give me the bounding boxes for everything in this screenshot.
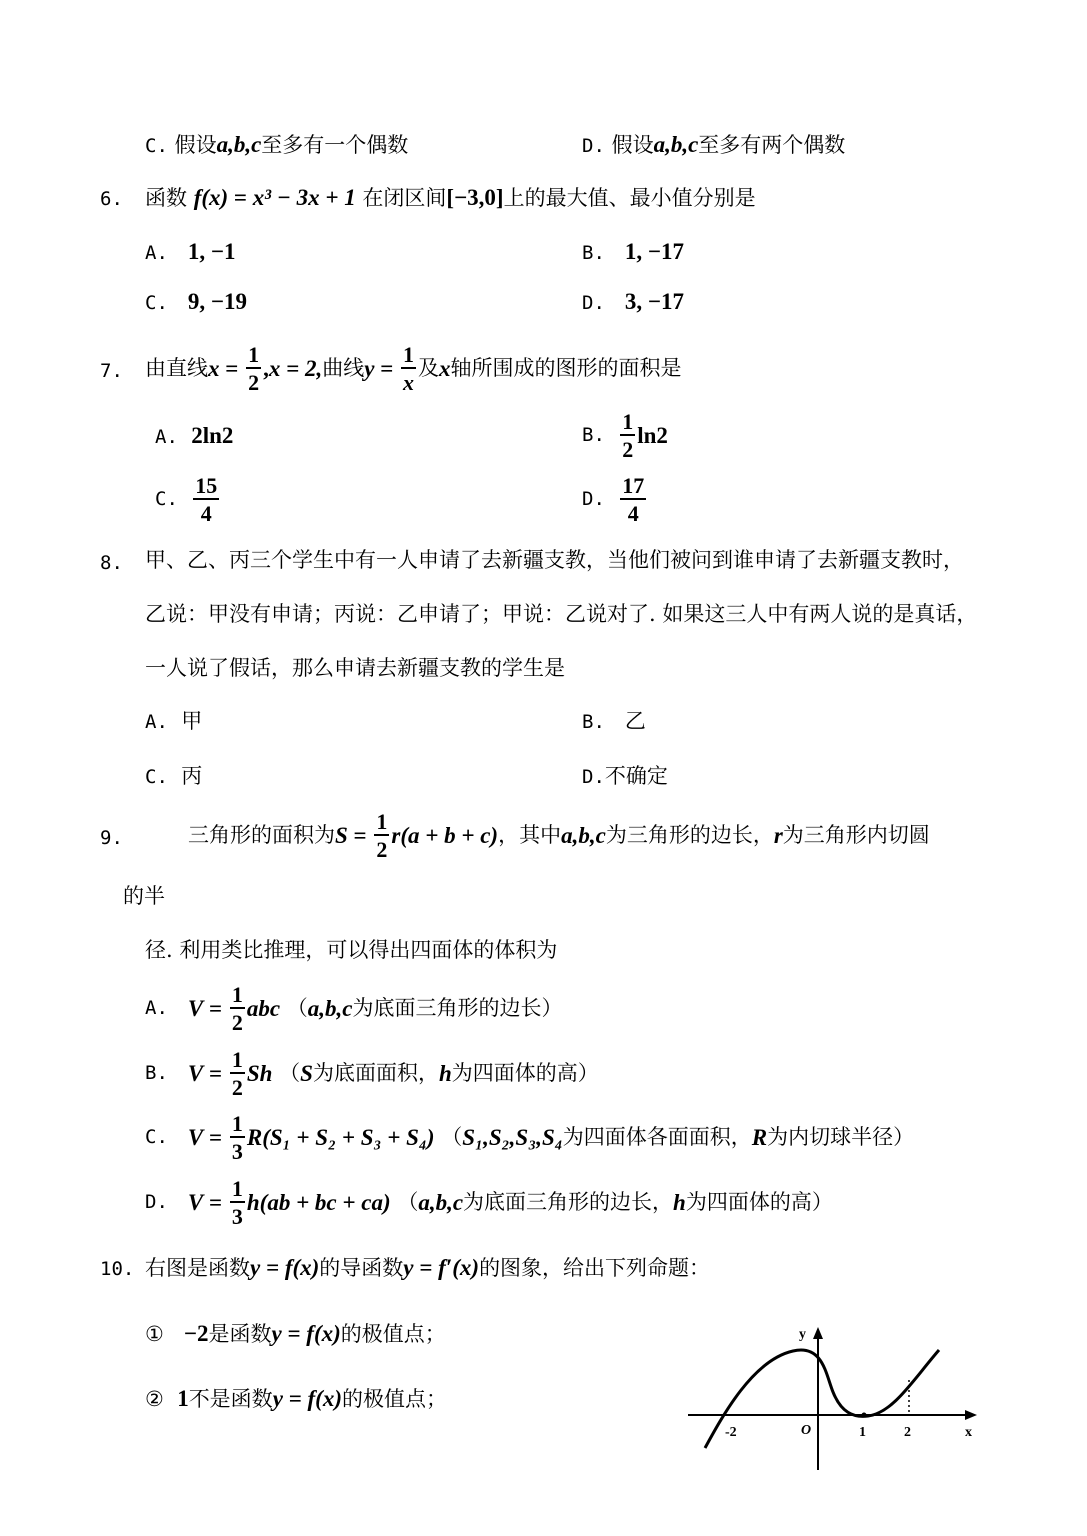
option-value: 9, −19 (187, 289, 248, 314)
item-text: 的极值点； (341, 1387, 447, 1411)
option-value: ln2 (637, 423, 668, 449)
stem-text: 的导函数 (319, 1256, 404, 1280)
stem-text: 曲线 (322, 356, 365, 381)
stem-math: x (439, 356, 451, 382)
q5-option-c[interactable] (145, 133, 408, 156)
item-math: y = f(x) (272, 1386, 342, 1411)
stem-text: 上的最大值、最小值分别是 (503, 186, 756, 210)
tick-label: 1 (859, 1425, 866, 1440)
option-note: （ (397, 1190, 419, 1215)
stem-math: a,b,c (561, 823, 606, 849)
q9-line3: 径. 利用类比推理，可以得出四面体的体积为 (145, 938, 558, 962)
option-label: B. (145, 1062, 168, 1085)
option-value: 不确定 (604, 764, 668, 788)
option-math: h (438, 1061, 452, 1087)
tangent-point (862, 1413, 867, 1418)
item-text: 是函数 (208, 1322, 272, 1346)
question-number: 9. (100, 827, 123, 849)
option-math: h(ab + bc + ca) (246, 1190, 391, 1216)
stem-math: y (364, 356, 375, 382)
option-math: a,b,c (418, 1190, 464, 1216)
option-label: A. (145, 242, 168, 264)
y-axis-arrow (813, 1327, 823, 1339)
q9-option-d[interactable]: D. V = $\frac{1}{3}$ h(ab + bc + ca) （a,b,c为底面三角形的边长，h为四面体的高） (145, 1176, 833, 1230)
stem-math: r (773, 823, 783, 849)
fraction: $\frac{1}{2}$ (248, 342, 260, 396)
option-math: S (300, 1061, 313, 1087)
fraction: $\frac{1}{x}$ (403, 342, 415, 396)
q8-option-b[interactable] (582, 711, 646, 732)
q8-option-d[interactable] (582, 766, 668, 787)
option-math: V (187, 1125, 204, 1151)
stem-text: 在闭区间 (362, 186, 447, 210)
option-note: 为底面面积， (312, 1061, 439, 1086)
option-value: 1, −17 (624, 239, 685, 264)
option-text: 至多有两个偶数 (698, 133, 846, 157)
q8-line1: 甲、乙、丙三个学生中有一人申请了去新疆支教，当他们被问到谁申请了去新疆支教时， (145, 548, 964, 572)
question-number: 10. (100, 1258, 135, 1280)
option-value: 3, −17 (624, 289, 685, 314)
item-marker: ① (145, 1322, 164, 1346)
option-label: C. (145, 135, 168, 157)
q7-option-b[interactable] (582, 410, 668, 461)
item-text: 的极值点； (340, 1322, 446, 1346)
option-label: D. (582, 488, 605, 511)
stem-text: 为三角形的边长， (605, 823, 774, 848)
option-note: 为底面三角形的边长， (463, 1190, 674, 1215)
option-math: V (187, 996, 204, 1022)
q8-line3: 一人说了假话，那么申请去新疆支教的学生是 (145, 656, 565, 680)
q9-line2: 的半 (123, 884, 165, 908)
stem-math: y = f′(x) (403, 1255, 480, 1280)
option-note: 为内切球半径） (767, 1125, 915, 1150)
fraction: $\frac{15}{4}$ (195, 473, 218, 527)
option-math: h (673, 1190, 686, 1216)
q7-stem: 由直线x = $\frac{1}{2}$ ,x = 2,曲线y = $\frac{1}{x}$ 及x轴所围成的图形的面积是 (145, 342, 682, 396)
stem-math: x³ − 3x + 1 (252, 185, 356, 210)
q8-line2: 乙说：甲没有申请；丙说：乙申请了；甲说：乙说对了. 如果这三人中有两人说的是真话， (145, 602, 978, 626)
q7-number (100, 360, 123, 381)
fraction: $\frac{1}{2}$ (231, 1047, 243, 1101)
q9-option-c[interactable]: C. V = $\frac{1}{3}$ R(S₁ + S₂ + S₃ + S₄) （S₁,S₂,S₃,S₄为四面体各面面积，R为内切球半径） (145, 1111, 915, 1165)
option-text: 假设 (174, 133, 217, 157)
q8-option-a[interactable] (145, 711, 202, 732)
option-label: D. (145, 1191, 168, 1214)
q9-stem: 三角形的面积为S = $\frac{1}{2}$ r(a + b + c)，其中a,b,c为三角形的边长，r为三角形内切圆 (188, 809, 930, 863)
tick-label: 2 (904, 1425, 911, 1440)
option-value: 甲 (181, 709, 203, 733)
stem-text: 及 (418, 356, 440, 381)
option-value: 乙 (624, 709, 646, 733)
q6-option-a[interactable] (145, 240, 236, 263)
option-text: 假设 (611, 133, 654, 157)
option-label: D. (582, 292, 605, 314)
option-note: 为四面体的高） (685, 1190, 833, 1215)
q9-number (100, 827, 123, 848)
q8-number (100, 552, 123, 573)
tick-label: -2 (725, 1425, 737, 1440)
option-label: C. (155, 488, 178, 511)
stem-math: r(a + b + c) (391, 823, 499, 849)
q5-option-d[interactable] (582, 133, 845, 156)
q10-stem (145, 1256, 710, 1279)
option-value: 丙 (181, 764, 203, 788)
q7-option-a[interactable] (155, 424, 233, 447)
fraction: $\frac{1}{3}$ (231, 1176, 243, 1230)
option-label: C. (145, 766, 168, 788)
question-number: 6. (100, 188, 123, 210)
q10-number (100, 1258, 134, 1279)
item-text: 不是函数 (188, 1387, 273, 1411)
derivative-graph (683, 1320, 983, 1480)
stem-text: 右图是函数 (145, 1256, 250, 1280)
q6-option-b[interactable] (582, 240, 684, 263)
option-note: （ (441, 1125, 463, 1150)
item-value: −2 (183, 1321, 209, 1346)
fraction: $\frac{1}{3}$ (231, 1111, 243, 1165)
stem-math: y = f(x) (250, 1255, 320, 1280)
q10-item-1 (145, 1322, 446, 1345)
option-math: V (187, 1190, 204, 1216)
q6-stem (100, 188, 123, 209)
y-axis-label: y (799, 1327, 806, 1342)
q7-option-c[interactable] (155, 474, 221, 525)
q6-option-c[interactable] (145, 290, 247, 313)
q6-text: 函数 f(x) = x³ − 3x + 1 在闭区间[−3,0]上的最大值、最小值分别是 (145, 185, 756, 210)
option-note: 为四面体各面面积， (562, 1125, 752, 1150)
option-math: abc (246, 996, 281, 1022)
option-math: R (751, 1125, 768, 1151)
option-label: A. (145, 711, 168, 733)
stem-text: 为三角形内切圆 (782, 823, 930, 848)
stem-text: 轴所围成的图形的面积是 (450, 356, 682, 381)
item-math: y = f(x) (271, 1321, 341, 1346)
item-marker: ② (145, 1387, 164, 1411)
option-math: a,b,c (216, 132, 262, 157)
option-label: B. (582, 242, 605, 264)
option-note: 为四面体的高） (451, 1061, 599, 1086)
option-text: 至多有一个偶数 (261, 133, 409, 157)
stem-math: x (208, 356, 220, 382)
stem-text: 函数 (145, 186, 187, 210)
x-axis-arrow (965, 1410, 977, 1420)
option-label: C. (145, 292, 168, 314)
option-note: 为底面三角形的边长） (352, 996, 563, 1021)
option-label: D. (582, 766, 605, 788)
stem-text: 三角形的面积为 (188, 823, 335, 848)
option-math: a,b,c (653, 132, 699, 157)
option-label: A. (145, 997, 168, 1020)
question-number: 8. (100, 552, 123, 574)
stem-text: 的图象，给出下列命题： (479, 1256, 711, 1280)
option-label: D. (582, 135, 605, 157)
q9-option-a[interactable]: A. V = $\frac{1}{2}$ abc （a,b,c为底面三角形的边长） (145, 982, 563, 1036)
option-note: （ (279, 1061, 301, 1086)
q6-option-d[interactable] (582, 290, 684, 313)
option-math: Sh (246, 1061, 273, 1087)
stem-math: x = 2, (268, 356, 323, 382)
fraction: $\frac{1}{2}$ (231, 982, 243, 1036)
q8-option-c[interactable] (145, 766, 202, 787)
option-label: B. (582, 711, 605, 733)
q9-option-b[interactable]: B. V = $\frac{1}{2}$ Sh （S为底面面积，h为四面体的高） (145, 1047, 599, 1101)
origin-label: O (801, 1423, 812, 1438)
option-value: 2ln2 (191, 423, 234, 448)
stem-math: S (335, 823, 348, 849)
option-math: R(S₁ + S₂ + S₃ + S₄) (246, 1125, 435, 1151)
option-value: 1, −1 (187, 239, 236, 264)
stem-text: ，其中 (498, 823, 562, 848)
option-note: （ (286, 996, 308, 1021)
q10-item-2 (145, 1387, 447, 1410)
fraction: $\frac{1}{2}$ (622, 409, 634, 463)
stem-text: 由直线 (145, 356, 208, 381)
option-math: a,b,c (307, 996, 353, 1022)
fraction: $\frac{17}{4}$ (622, 473, 645, 527)
x-axis-label: x (965, 1425, 972, 1440)
option-label: B. (582, 424, 605, 447)
option-label: A. (155, 426, 178, 448)
option-label: C. (145, 1126, 168, 1149)
item-value: 1 (177, 1386, 189, 1411)
stem-math: f(x) (193, 185, 229, 210)
question-number: 7. (100, 360, 123, 382)
q7-option-d[interactable] (582, 474, 648, 525)
option-math: V (187, 1061, 204, 1087)
option-math: S₁,S₂,S₃,S₄ (462, 1125, 563, 1151)
fraction: $\frac{1}{2}$ (376, 809, 388, 863)
stem-math: [−3,0] (446, 185, 504, 210)
